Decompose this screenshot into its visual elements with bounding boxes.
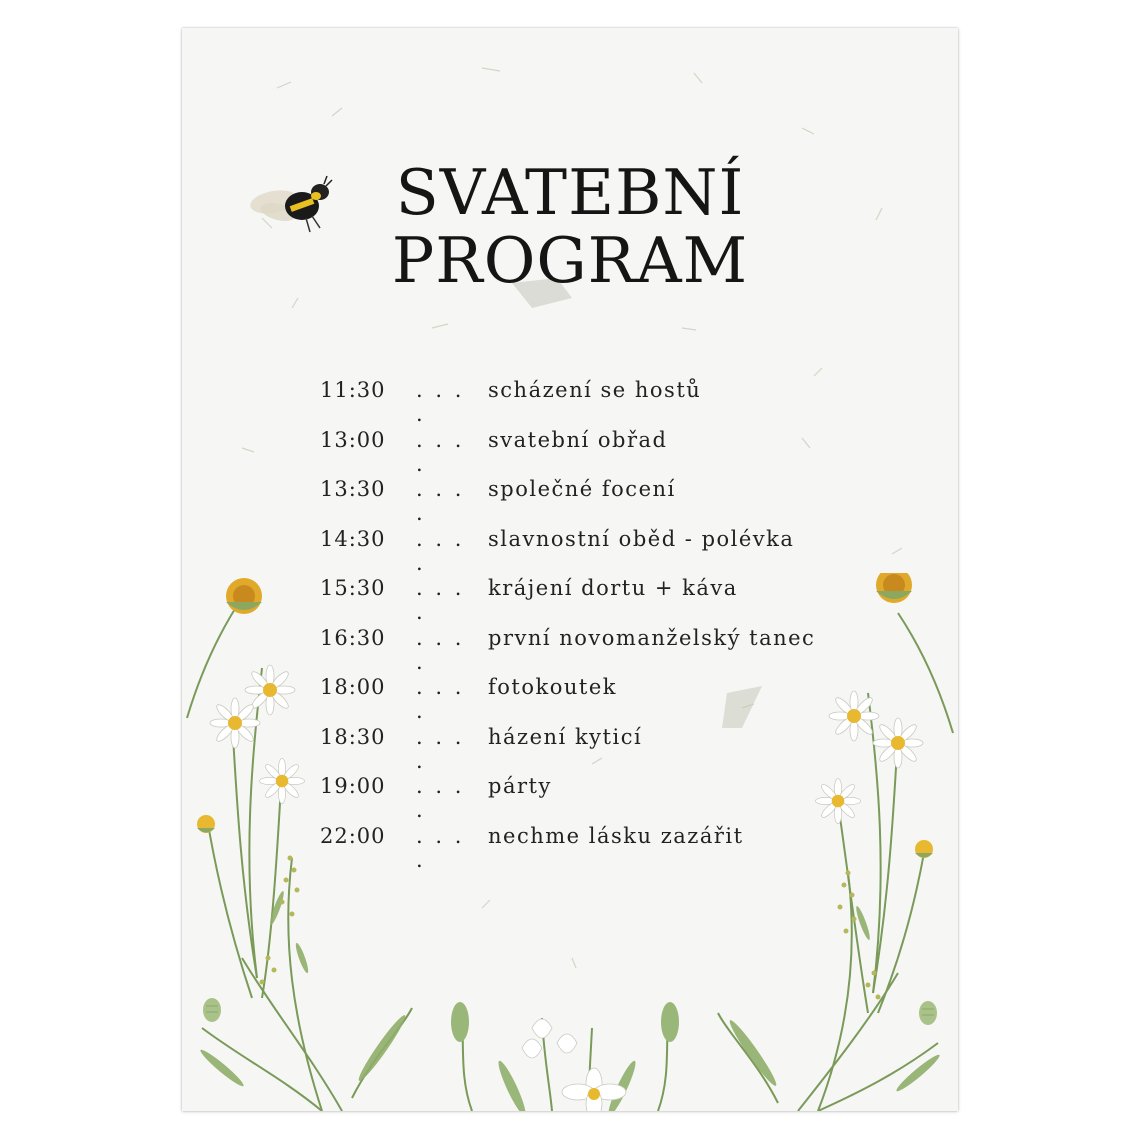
- schedule-separator: . . . .: [416, 675, 465, 723]
- left-wildflower-icon: [182, 558, 442, 1111]
- title-line-2: PROGRAM: [391, 224, 749, 297]
- schedule-separator: . . . .: [416, 477, 465, 525]
- schedule-time: 15:30: [320, 576, 386, 600]
- snowdrop-icon: [432, 988, 702, 1111]
- schedule-separator: . . . .: [416, 526, 465, 575]
- schedule-event: scházení se hostů: [488, 378, 702, 402]
- schedule-separator: . . . .: [416, 427, 465, 476]
- schedule-event: házení kyticí: [488, 724, 643, 749]
- schedule-time: 13:30: [320, 477, 386, 501]
- schedule-time: 11:30: [320, 378, 386, 402]
- schedule-separator: . . . .: [416, 724, 465, 773]
- schedule-separator: . . . .: [416, 625, 465, 674]
- schedule-time: 22:00: [320, 823, 386, 848]
- schedule-separator: . . . .: [416, 576, 465, 624]
- schedule-event: fotokoutek: [488, 675, 617, 699]
- schedule-event: slavnostní oběd - polévka: [488, 526, 795, 551]
- schedule-event: nechme lásku zazářit: [488, 823, 744, 848]
- schedule-separator: . . . .: [416, 378, 465, 426]
- schedule-event: první novomanželský tanec: [488, 625, 816, 650]
- program-card: [182, 28, 958, 1111]
- schedule-time: 16:30: [320, 625, 386, 650]
- schedule-time: 14:30: [320, 526, 386, 551]
- schedule-event: krájení dortu + káva: [488, 576, 738, 600]
- schedule-event: společné focení: [488, 477, 676, 501]
- schedule-separator: . . . .: [416, 823, 465, 872]
- schedule-time: 18:00: [320, 675, 386, 699]
- schedule-time: 19:00: [320, 774, 386, 798]
- schedule-time: 13:00: [320, 427, 386, 452]
- title-line-1: SVATEBNÍ: [395, 156, 745, 229]
- right-wildflower-icon: [698, 573, 958, 1111]
- schedule-event: svatební obřad: [488, 427, 668, 452]
- schedule-time: 18:30: [320, 724, 386, 749]
- schedule-event: párty: [488, 774, 552, 798]
- schedule-separator: . . . .: [416, 774, 465, 822]
